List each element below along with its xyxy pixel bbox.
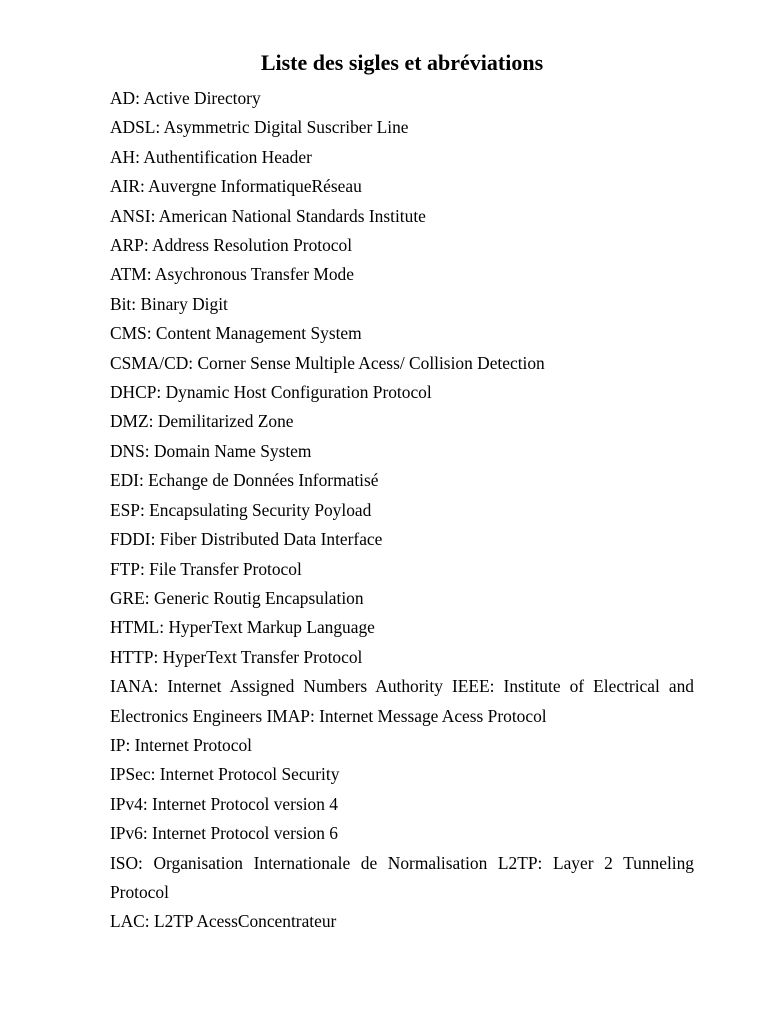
list-item: IPv4: Internet Protocol version 4 (110, 793, 338, 814)
list-item: EDI: Echange de Données Informatisé (110, 470, 379, 491)
list-item: IANA: Internet Assigned Numbers Authority IEEE: Institute of Electrical and Electronics Engineers IMAP: Internet Message Acess Protocol (110, 676, 694, 726)
list-item: IPv6: Internet Protocol version 6 (110, 823, 338, 844)
list-item: AH: Authentification Header (110, 146, 312, 167)
list-item: ARP: Address Resolution Protocol (110, 235, 353, 256)
list-item: ISO: Organisation Internationale de Normalisation L2TP: Layer 2 Tunneling Protocol (110, 852, 694, 902)
abbreviation-list (110, 84, 694, 937)
list-item: IP: Internet Protocol (110, 734, 252, 755)
list-item: Bit: Binary Digit (110, 293, 228, 314)
list-item: CSMA/CD: Corner Sense Multiple Acess/ Collision Detection (110, 352, 545, 373)
list-item: ATM: Asychronous Transfer Mode (110, 264, 354, 285)
list-item: FDDI: Fiber Distributed Data Interface (110, 529, 383, 550)
list-item: DMZ: Demilitarized Zone (110, 411, 294, 432)
list-item: CMS: Content Management System (110, 323, 362, 344)
list-item: HTTP: HyperText Transfer Protocol (110, 646, 363, 667)
list-item: ADSL: Asymmetric Digital Suscriber Line (110, 117, 409, 138)
list-item: ANSI: American National Standards Institute (110, 205, 426, 226)
list-item: ESP: Encapsulating Security Poyload (110, 499, 372, 520)
list-item: IPSec: Internet Protocol Security (110, 764, 340, 785)
list-item: FTP: File Transfer Protocol (110, 558, 302, 579)
list-item: DHCP: Dynamic Host Configuration Protocol (110, 382, 432, 403)
list-item: DNS: Domain Name System (110, 440, 312, 461)
page-title: Liste des sigles et abréviations (260, 50, 544, 75)
list-item: AD: Active Directory (110, 88, 261, 108)
list-item: LAC: L2TP AcessConcentrateur (110, 911, 337, 932)
list-item: HTML: HyperText Markup Language (110, 617, 375, 638)
list-item: GRE: Generic Routig Encapsulation (110, 587, 364, 608)
list-item: AIR: Auvergne InformatiqueRéseau (110, 176, 362, 197)
